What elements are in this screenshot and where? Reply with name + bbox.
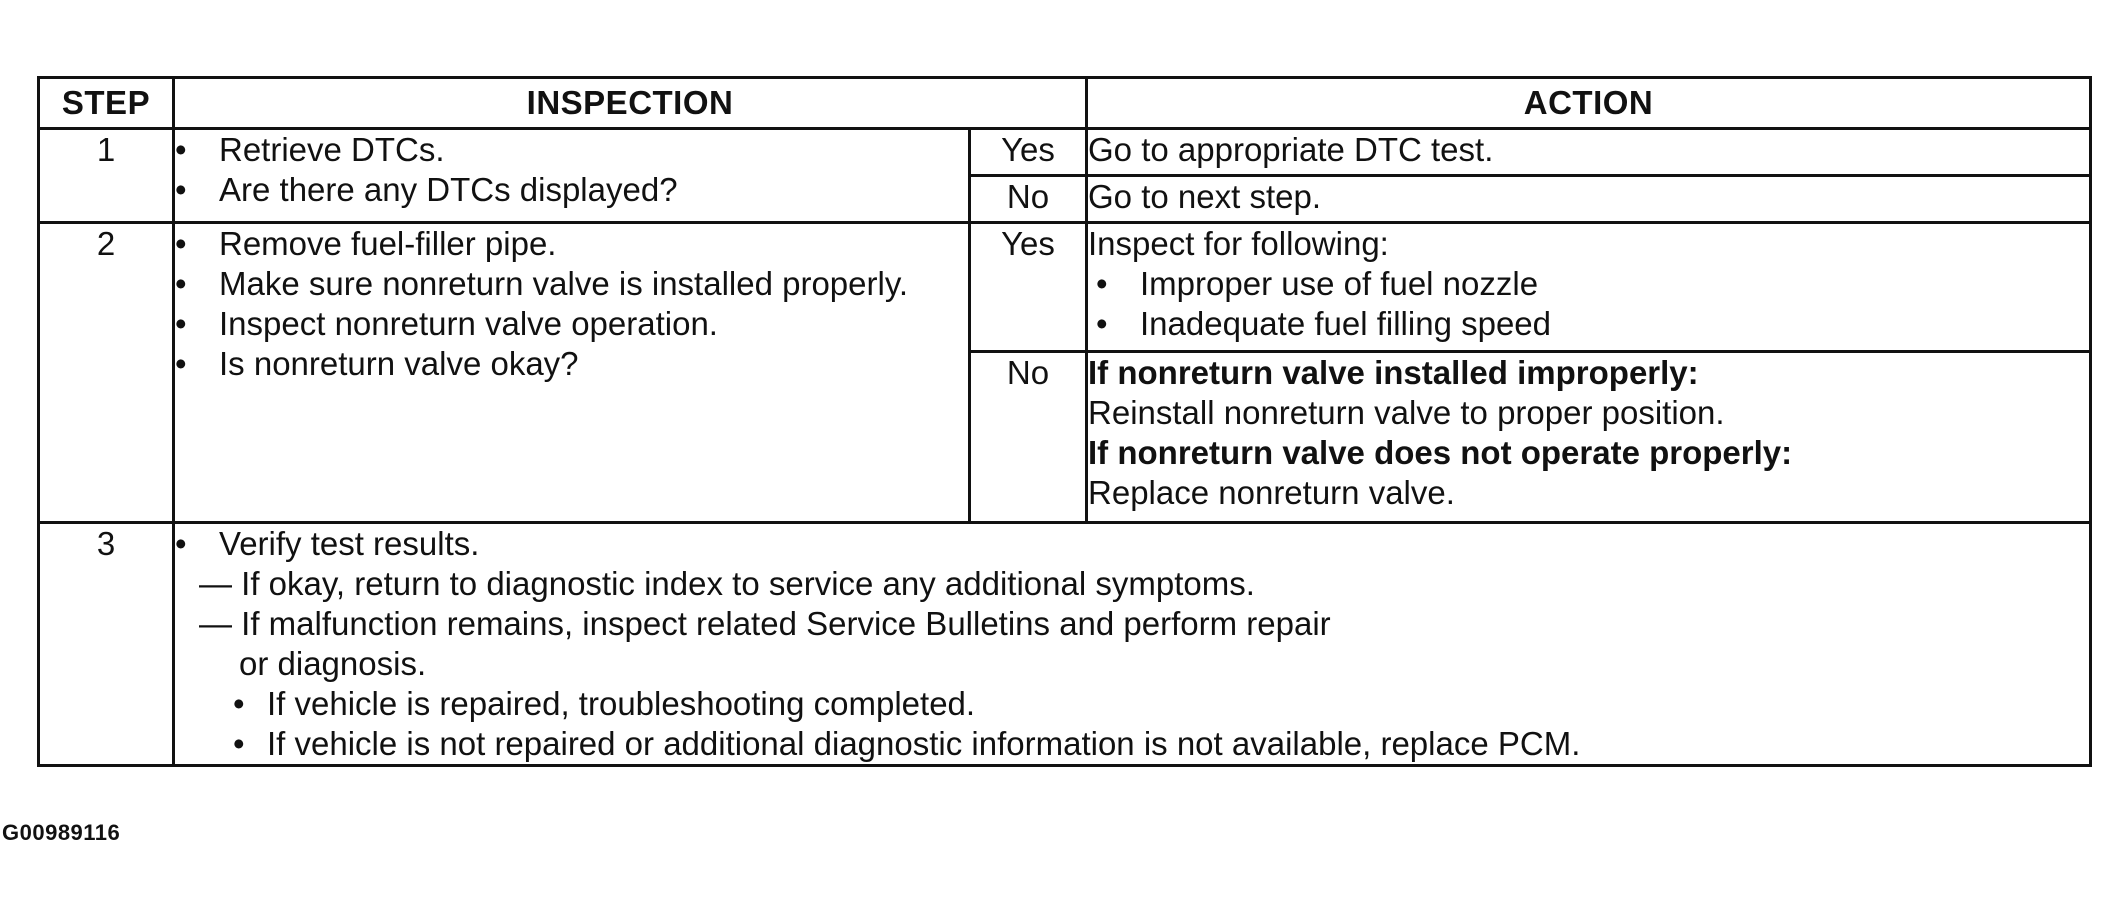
list-item: • Remove fuel-filler pipe.	[175, 224, 968, 264]
yes-action	[1087, 223, 2091, 352]
inspection-cell	[174, 523, 2091, 766]
list-item: • Retrieve DTCs.	[175, 130, 968, 170]
step-number: 2	[39, 223, 174, 523]
table-row	[39, 523, 2091, 766]
inspection-list	[175, 524, 2089, 564]
yes-action: Go to appropriate DTC test.	[1087, 129, 2091, 176]
step-number: 1	[39, 129, 174, 223]
list-item: • Inadequate fuel filling speed	[1096, 304, 2089, 344]
list-item: • Make sure nonreturn valve is installed properly.	[175, 264, 968, 304]
table-row	[39, 223, 2091, 352]
no-action-text: Reinstall nonreturn valve to proper position.	[1088, 394, 1725, 431]
list-item: • If vehicle is not repaired or additional diagnostic information is not available, replace PCM.	[233, 724, 2089, 764]
list-item: • Improper use of fuel nozzle	[1096, 264, 2089, 304]
inspection-cell	[174, 129, 970, 223]
dash-item-continuation: or diagnosis.	[239, 645, 427, 682]
table-row	[39, 129, 2091, 176]
list-item: • Are there any DTCs displayed?	[175, 170, 968, 210]
yes-label: Yes	[970, 223, 1087, 352]
figure-id: G00989116	[2, 820, 121, 845]
header-row	[39, 78, 2091, 129]
no-action: Go to next step.	[1087, 176, 2091, 223]
no-label: No	[970, 176, 1087, 223]
dash-item: — If malfunction remains, inspect related Service Bulletins and perform repair	[199, 605, 1331, 642]
inspection-list	[175, 130, 968, 210]
list-item: • Is nonreturn valve okay?	[175, 344, 968, 384]
step-number: 3	[39, 523, 174, 766]
list-item: • If vehicle is repaired, troubleshooting completed.	[233, 684, 2089, 724]
sub-list	[175, 684, 2089, 764]
no-label: No	[970, 352, 1087, 523]
no-action-text: Replace nonreturn valve.	[1088, 474, 1455, 511]
no-action	[1087, 352, 2091, 523]
header-step: STEP	[39, 78, 174, 129]
list-item: • Verify test results.	[175, 524, 2089, 564]
header-inspection: INSPECTION	[174, 78, 1087, 129]
diagnostic-table	[37, 76, 2092, 767]
yes-action-list	[1088, 264, 2089, 344]
list-item: • Inspect nonreturn valve operation.	[175, 304, 968, 344]
yes-action-intro: Inspect for following:	[1088, 225, 1389, 262]
yes-label: Yes	[970, 129, 1087, 176]
inspection-list	[175, 224, 968, 384]
header-action: ACTION	[1087, 78, 2091, 129]
inspection-cell	[174, 223, 970, 523]
no-action-heading: If nonreturn valve does not operate properly:	[1088, 434, 1793, 471]
no-action-heading: If nonreturn valve installed improperly:	[1088, 354, 1699, 391]
dash-item: — If okay, return to diagnostic index to service any additional symptoms.	[199, 565, 1255, 602]
